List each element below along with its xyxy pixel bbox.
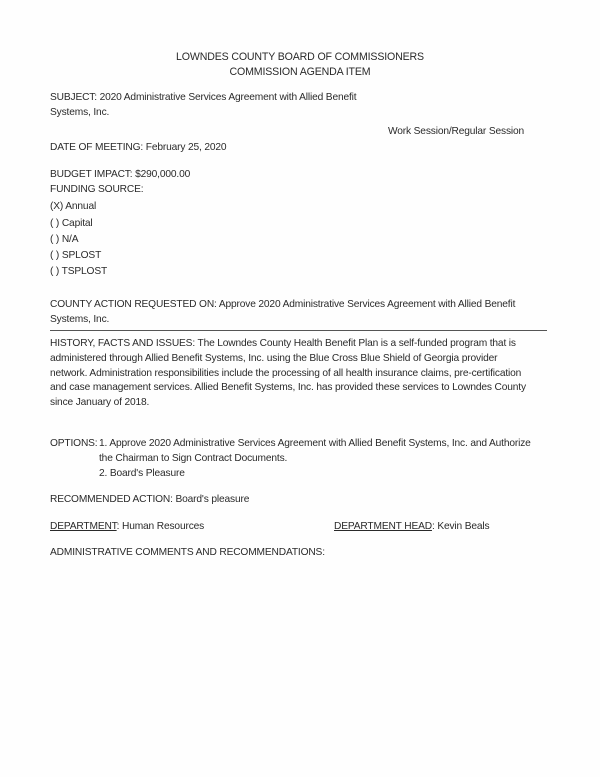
admin-comments-heading: ADMINISTRATIVE COMMENTS AND RECOMMENDATIONS: bbox=[50, 547, 325, 558]
funding-option: (X) Annual bbox=[50, 201, 97, 212]
county-action-line-2: Systems, Inc. bbox=[50, 314, 110, 325]
budget-impact: BUDGET IMPACT: $290,000.00 bbox=[50, 169, 191, 180]
history-line: since January of 2018. bbox=[50, 397, 150, 408]
history-line: network. Administration responsibilities include the processing of all health insurance claims, pre-certification bbox=[50, 368, 522, 379]
funding-source-label: FUNDING SOURCE: bbox=[50, 184, 144, 195]
subject-line-1: SUBJECT: 2020 Administrative Services Agreement with Allied Benefit bbox=[50, 92, 357, 103]
department-head-value: : Kevin Beals bbox=[431, 521, 490, 532]
funding-option: ( ) SPLOST bbox=[50, 250, 102, 261]
funding-option: ( ) Capital bbox=[50, 218, 93, 229]
options-label: OPTIONS: bbox=[50, 438, 98, 449]
department-value: : Human Resources bbox=[116, 521, 205, 532]
session-type: Work Session/Regular Session bbox=[388, 126, 525, 137]
history-line: administered through Allied Benefit Systems, Inc. using the Blue Cross Blue Shield of Georgia provider bbox=[50, 353, 498, 364]
county-action-line-1: COUNTY ACTION REQUESTED ON: Approve 2020 Administrative Services Agreement with Allied Benefit bbox=[50, 299, 516, 310]
header-title: LOWNDES COUNTY BOARD OF COMMISSIONERS bbox=[176, 51, 424, 63]
subject-line-2: Systems, Inc. bbox=[50, 107, 110, 118]
recommended-action: RECOMMENDED ACTION: Board's pleasure bbox=[50, 494, 250, 505]
department bbox=[50, 521, 204, 532]
header-subtitle: COMMISSION AGENDA ITEM bbox=[229, 66, 371, 78]
history-line: HISTORY, FACTS AND ISSUES: The Lowndes County Health Benefit Plan is a self-funded program that is bbox=[50, 338, 516, 349]
divider bbox=[50, 330, 547, 331]
date-of-meeting: DATE OF MEETING: February 25, 2020 bbox=[50, 142, 227, 153]
history-line: and case management services. Allied Benefit Systems, Inc. has provided these services to Lowndes County bbox=[50, 382, 526, 393]
department-label: DEPARTMENT bbox=[50, 521, 117, 532]
department-head bbox=[334, 521, 489, 532]
funding-option: ( ) N/A bbox=[50, 234, 79, 245]
department-head-label: DEPARTMENT HEAD bbox=[334, 521, 432, 532]
option-line: 2. Board's Pleasure bbox=[99, 468, 185, 479]
option-line: 1. Approve 2020 Administrative Services Agreement with Allied Benefit Systems, Inc. and Authorize bbox=[99, 438, 531, 449]
option-line: the Chairman to Sign Contract Documents. bbox=[99, 453, 288, 464]
funding-option: ( ) TSPLOST bbox=[50, 266, 108, 277]
